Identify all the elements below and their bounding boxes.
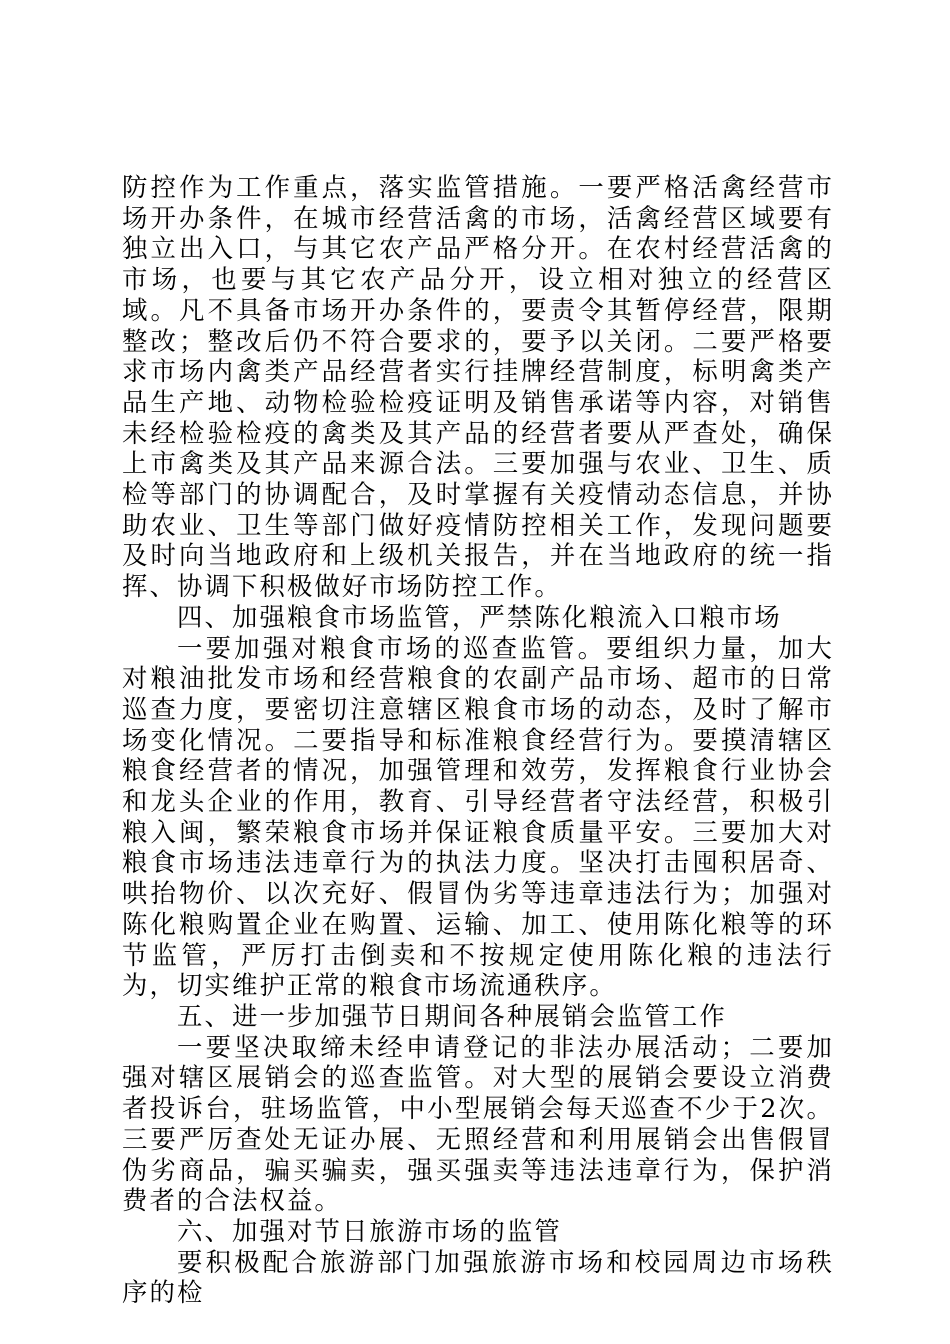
body-paragraph-3: 一要坚决取缔未经申请登记的非法办展活动；二要加强对辖区展销会的巡查监管。对大型的展销会要设立消费者投诉台，驻场监管，中小型展销会每天巡查不少于2次。三要严厉查处无证办展、无照经营和利用展销会出售假冒伪劣商品，骗买骗卖，强买强卖等违法违章行为，保护消费者的合法权益。 xyxy=(122,1031,834,1216)
body-paragraph-1: 防控作为工作重点，落实监管措施。一要严格活禽经营市场开办条件，在城市经营活禽的市场，活禽经营区域要有独立出入口，与其它农产品严格分开。在农村经营活禽的市场，也要与其它农产品分开，设立相对独立的经营区域。凡不具备市场开办条件的，要责令其暂停经营，限期整改；整改后仍不符合要求的，要予以关闭。二要严格要求市场内禽类产品经营者实行挂牌经营制度，标明禽类产品生产地、动物检验检疫证明及销售承诺等内容，对销售未经检验检疫的禽类及其产品的经营者要从严查处，确保上市禽类及其产品来源合法。三要加强与农业、卫生、质检等部门的协调配合，及时掌握有关疫情动态信息，并协助农业、卫生等部门做好疫情防控相关工作，发现问题要及时向当地政府和上级机关报告，并在当地政府的统一指挥、协调下积极做好市场防控工作。 xyxy=(122,172,834,602)
document-page xyxy=(122,172,834,1308)
section-heading-6: 六、加强对节日旅游市场的监管 xyxy=(177,1215,562,1246)
body-paragraph-2: 一要加强对粮食市场的巡查监管。要组织力量，加大对粮油批发市场和经营粮食的农副产品市场、超市的日常巡查力度，要密切注意辖区粮食市场的动态，及时了解市场变化情况。二要指导和标准粮食经营行为。要摸清辖区粮食经营者的情况，加强管理和效劳，发挥粮食行业协会和龙头企业的作用，教育、引导经营者守法经营，积极引粮入闽，繁荣粮食市场并保证粮食质量平安。三要加大对粮食市场违法违章行为的执法力度。坚决打击囤积居奇、哄抬物价、以次充好、假冒伪劣等违章违法行为；加强对陈化粮购置企业在购置、运输、加工、使用陈化粮等的环节监管，严厉打击倒卖和不按规定使用陈化粮的违法行为，切实维护正常的粮食市场流通秩序。 xyxy=(122,632,834,1001)
section-heading-4: 四、加强粮食市场监管，严禁陈化粮流入口粮市场 xyxy=(177,601,782,632)
body-paragraph-4: 要积极配合旅游部门加强旅游市场和校园周边市场秩序的检 xyxy=(122,1246,834,1308)
section-heading-5: 五、进一步加强节日期间各种展销会监管工作 xyxy=(177,1000,727,1031)
